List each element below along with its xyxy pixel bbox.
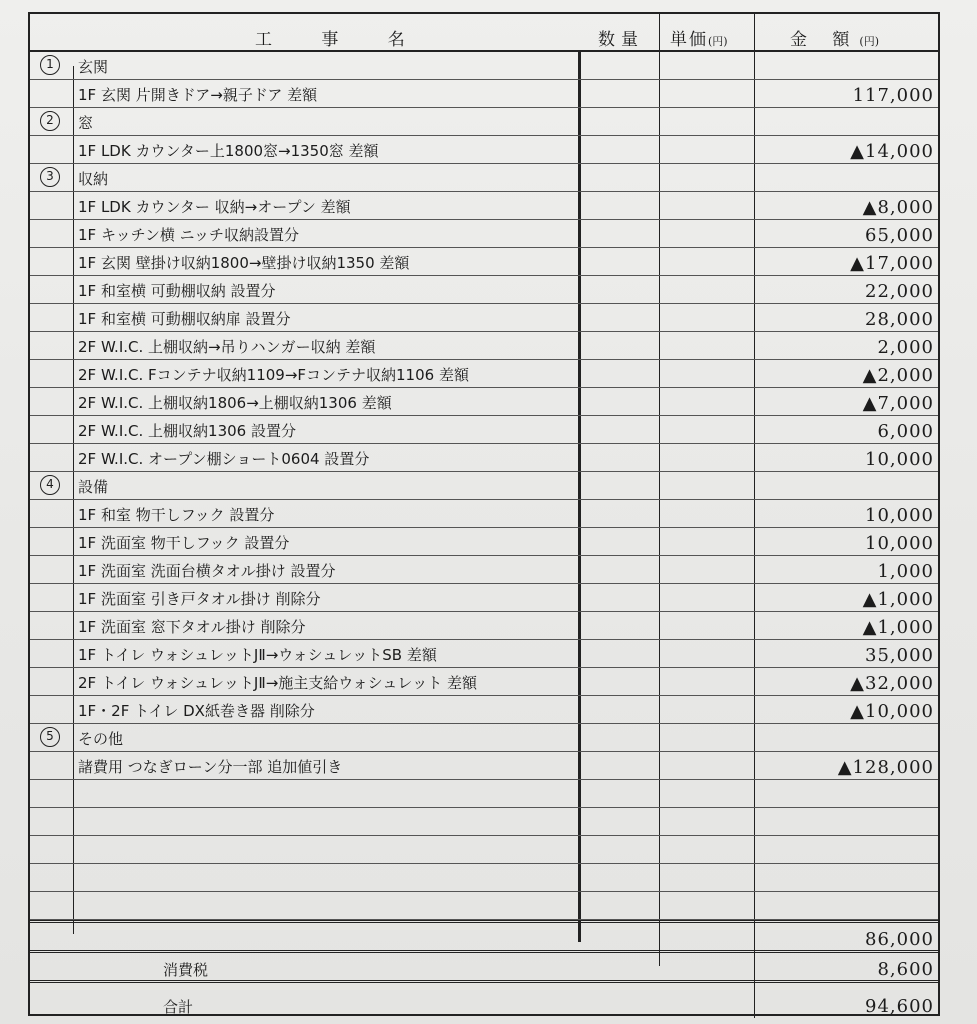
item-name: 1F 洗面室 引き戸タオル掛け 削除分 <box>78 590 321 608</box>
section-row <box>30 472 938 500</box>
item-amount: ▲2,000 <box>862 365 934 386</box>
item-amount: ▲32,000 <box>850 673 934 694</box>
item-amount: 2,000 <box>877 337 934 358</box>
table-header <box>30 14 938 52</box>
item-amount: 10,000 <box>865 505 934 526</box>
item-amount: ▲17,000 <box>850 253 934 274</box>
subtotal-amount: 86,000 <box>865 929 934 950</box>
section-row <box>30 108 938 136</box>
item-name: 2F W.I.C. 上棚収納1806→上棚収納1306 差額 <box>78 394 392 412</box>
item-amount: ▲128,000 <box>837 757 934 778</box>
item-name: 1F・2F トイレ DX紙巻き器 削除分 <box>78 702 315 720</box>
item-name: 1F LDK カウンター 収納→オープン 差額 <box>78 198 351 216</box>
grand-total-amount: 94,600 <box>865 996 934 1017</box>
item-name: 1F キッチン横 ニッチ収納設置分 <box>78 226 300 244</box>
tax-label: 消費税 <box>163 961 209 979</box>
item-name: 2F W.I.C. 上棚収納1306 設置分 <box>78 422 296 440</box>
tax-row <box>30 950 938 980</box>
item-amount: ▲10,000 <box>850 701 934 722</box>
item-name: 1F 洗面室 窓下タオル掛け 削除分 <box>78 618 306 636</box>
item-amount: ▲8,000 <box>862 197 934 218</box>
item-amount: 22,000 <box>865 281 934 302</box>
table-row <box>30 192 938 220</box>
item-amount: 35,000 <box>865 645 934 666</box>
section-title: 窓 <box>78 114 94 132</box>
item-amount: 10,000 <box>865 449 934 470</box>
table-row <box>30 388 938 416</box>
item-amount: 6,000 <box>877 421 934 442</box>
item-name: 1F 玄関 片開きドア→親子ドア 差額 <box>78 86 318 104</box>
header-unit <box>670 25 728 50</box>
table-row <box>30 360 938 388</box>
grand-total-row <box>30 980 938 1020</box>
table-row <box>30 696 938 724</box>
section-number-badge: 2 <box>40 111 60 131</box>
item-name: 2F W.I.C. オープン棚ショート0604 設置分 <box>78 450 370 468</box>
table-row <box>30 136 938 164</box>
section-title: 収納 <box>78 170 109 188</box>
grand-total-label: 合計 <box>163 998 194 1016</box>
header-amount <box>790 25 879 50</box>
item-amount: 10,000 <box>865 533 934 554</box>
header-amount-suffix: (円) <box>859 35 879 48</box>
empty-row <box>30 780 938 808</box>
item-amount: ▲1,000 <box>862 617 934 638</box>
table-row <box>30 332 938 360</box>
tax-amount: 8,600 <box>877 959 934 980</box>
empty-row <box>30 808 938 836</box>
header-qty: 数量 <box>598 30 644 50</box>
section-number-badge: 1 <box>40 55 60 75</box>
empty-row <box>30 864 938 892</box>
table-row <box>30 640 938 668</box>
item-amount: 117,000 <box>852 85 934 106</box>
table-body <box>30 52 938 920</box>
section-number-badge: 4 <box>40 475 60 495</box>
item-amount: ▲1,000 <box>862 589 934 610</box>
section-row <box>30 164 938 192</box>
item-amount: 28,000 <box>865 309 934 330</box>
section-row <box>30 724 938 752</box>
table-row <box>30 584 938 612</box>
section-number-badge: 3 <box>40 167 60 187</box>
section-title: 玄関 <box>78 58 109 76</box>
item-amount: 1,000 <box>877 561 934 582</box>
empty-row <box>30 836 938 864</box>
table-row <box>30 556 938 584</box>
item-name: 2F トイレ ウォシュレットJⅡ→施主支給ウォシュレット 差額 <box>78 674 478 692</box>
item-name: 1F LDK カウンター上1800窓→1350窓 差額 <box>78 142 379 160</box>
subtotal-row <box>30 920 938 950</box>
table-row <box>30 444 938 472</box>
table-row <box>30 752 938 780</box>
header-unit-label: 単価 <box>670 30 708 50</box>
table-row <box>30 248 938 276</box>
item-amount: 65,000 <box>865 225 934 246</box>
table-row <box>30 304 938 332</box>
section-title: その他 <box>78 730 124 748</box>
item-name: 1F 和室横 可動棚収納 設置分 <box>78 282 276 300</box>
table-row <box>30 416 938 444</box>
header-unit-suffix: (円) <box>708 35 728 48</box>
item-name: 1F 和室横 可動棚収納扉 設置分 <box>78 310 291 328</box>
item-amount: ▲7,000 <box>862 393 934 414</box>
table-row <box>30 80 938 108</box>
item-name: 1F 玄関 壁掛け収納1800→壁掛け収納1350 差額 <box>78 254 410 272</box>
section-number-badge: 5 <box>40 727 60 747</box>
item-name: 諸費用 つなぎローン分一部 追加値引き <box>78 758 343 776</box>
table-row <box>30 528 938 556</box>
item-name: 1F 洗面室 洗面台横タオル掛け 設置分 <box>78 562 336 580</box>
item-name: 2F W.I.C. 上棚収納→吊りハンガー収納 差額 <box>78 338 376 356</box>
item-name: 2F W.I.C. Fコンテナ収納1109→Fコンテナ収納1106 差額 <box>78 366 469 384</box>
empty-row <box>30 892 938 920</box>
table-row <box>30 500 938 528</box>
header-name: 工 事 名 <box>255 30 427 50</box>
item-name: 1F 洗面室 物干しフック 設置分 <box>78 534 290 552</box>
section-title: 設備 <box>78 478 109 496</box>
table-row <box>30 612 938 640</box>
item-name: 1F トイレ ウォシュレットJⅡ→ウォシュレットSB 差額 <box>78 646 437 664</box>
table-row <box>30 668 938 696</box>
item-amount: ▲14,000 <box>850 141 934 162</box>
totals-block <box>30 920 938 1020</box>
table-row <box>30 220 938 248</box>
header-amount-label: 金 額 <box>790 30 860 50</box>
estimate-table <box>28 12 940 1016</box>
item-name: 1F 和室 物干しフック 設置分 <box>78 506 275 524</box>
table-row <box>30 276 938 304</box>
section-row <box>30 52 938 80</box>
